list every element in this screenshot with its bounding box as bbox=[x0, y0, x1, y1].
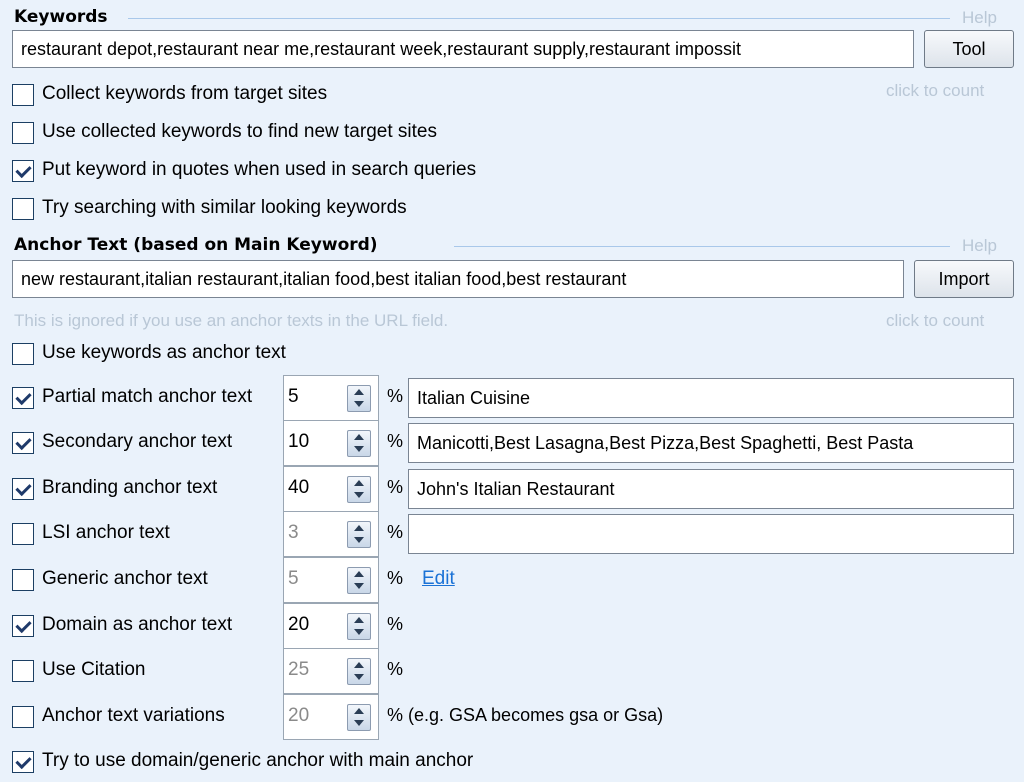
domain-as-anchor-text-label: Domain as anchor text bbox=[42, 614, 233, 635]
up-down-arrows-icon[interactable] bbox=[347, 567, 371, 594]
anchor-text-variations-percent-value: 20 bbox=[288, 705, 310, 726]
secondary-anchor-text-percent-value: 10 bbox=[288, 431, 310, 452]
up-down-arrows-icon[interactable] bbox=[347, 521, 371, 548]
keywords-divider bbox=[128, 18, 950, 19]
branding-anchor-text-text-input[interactable]: John's Italian Restaurant bbox=[408, 469, 1014, 509]
collect-keywords-from-target-sites-label: Collect keywords from target sites bbox=[42, 83, 328, 104]
domain-as-anchor-text-checkbox[interactable] bbox=[12, 615, 34, 637]
up-down-arrows-icon[interactable] bbox=[347, 430, 371, 457]
use-citation-percent-value: 25 bbox=[288, 659, 310, 680]
branding-anchor-text-label: Branding anchor text bbox=[42, 477, 218, 498]
up-down-arrows-icon[interactable] bbox=[347, 658, 371, 685]
domain-as-anchor-text-percent-value: 20 bbox=[288, 614, 310, 635]
branding-anchor-text-checkbox[interactable] bbox=[12, 478, 34, 500]
partial-match-anchor-text-label: Partial match anchor text bbox=[42, 386, 253, 407]
generic-anchor-text-percent-value: 5 bbox=[288, 568, 299, 589]
collect-keywords-from-target-sites-checkbox[interactable] bbox=[12, 84, 34, 106]
use-citation-percent-spinner[interactable] bbox=[283, 648, 379, 694]
generic-anchor-text-percent-sign: % bbox=[387, 568, 404, 588]
branding-anchor-text-percent-spinner[interactable] bbox=[283, 466, 379, 512]
anchor-note: This is ignored if you use an anchor texts in the URL field. bbox=[14, 311, 449, 330]
secondary-anchor-text-percent-sign: % bbox=[387, 431, 404, 451]
domain-generic-with-main-checkbox[interactable] bbox=[12, 751, 34, 773]
lsi-anchor-text-label: LSI anchor text bbox=[42, 522, 170, 543]
use-citation-percent-sign: % bbox=[387, 659, 404, 679]
partial-match-anchor-text-percent-sign: % bbox=[387, 386, 404, 406]
partial-match-anchor-text-text-input[interactable]: Italian Cuisine bbox=[408, 378, 1014, 418]
lsi-anchor-text-percent-sign: % bbox=[387, 522, 404, 542]
keywords-input[interactable]: restaurant depot,restaurant near me,restaurant week,restaurant supply,restaurant impossit bbox=[12, 30, 914, 68]
partial-match-anchor-text-percent-spinner[interactable] bbox=[283, 375, 379, 421]
anchor-text-variations-percent-sign: % (e.g. GSA becomes gsa or Gsa) bbox=[387, 705, 664, 725]
try-searching-with-similar-looking-keywords-label: Try searching with similar looking keywords bbox=[42, 197, 407, 218]
lsi-anchor-text-text-input[interactable] bbox=[408, 514, 1014, 554]
use-collected-keywords-to-find-new-target-sites-label: Use collected keywords to find new target sites bbox=[42, 121, 437, 142]
anchor-title: Anchor Text (based on Main Keyword) bbox=[14, 235, 378, 255]
branding-anchor-text-percent-sign: % bbox=[387, 477, 404, 497]
up-down-arrows-icon[interactable] bbox=[347, 385, 371, 412]
use-keywords-label: Use keywords as anchor text bbox=[42, 342, 286, 363]
partial-match-anchor-text-checkbox[interactable] bbox=[12, 387, 34, 409]
keywords-help-link[interactable]: Help bbox=[962, 8, 997, 27]
anchor-input[interactable]: new restaurant,italian restaurant,italian food,best italian food,best restaurant bbox=[12, 260, 904, 298]
put-keyword-in-quotes-when-used-in-search-queries-checkbox[interactable] bbox=[12, 160, 34, 182]
lsi-anchor-text-percent-spinner[interactable] bbox=[283, 511, 379, 557]
anchor-help-link[interactable]: Help bbox=[962, 236, 997, 255]
keywords-title: Keywords bbox=[14, 7, 108, 27]
up-down-arrows-icon[interactable] bbox=[347, 476, 371, 503]
try-searching-with-similar-looking-keywords-checkbox[interactable] bbox=[12, 198, 34, 220]
use-citation-checkbox[interactable] bbox=[12, 660, 34, 682]
anchor-text-variations-label: Anchor text variations bbox=[42, 705, 225, 726]
up-down-arrows-icon[interactable] bbox=[347, 704, 371, 731]
secondary-anchor-text-label: Secondary anchor text bbox=[42, 431, 233, 452]
use-collected-keywords-to-find-new-target-sites-checkbox[interactable] bbox=[12, 122, 34, 144]
partial-match-anchor-text-percent-value: 5 bbox=[288, 386, 299, 407]
use-keywords-checkbox[interactable] bbox=[12, 343, 34, 365]
generic-anchor-text-edit-link[interactable]: Edit bbox=[422, 568, 455, 589]
anchor-divider bbox=[454, 246, 950, 247]
secondary-anchor-text-percent-spinner[interactable] bbox=[283, 420, 379, 466]
generic-anchor-text-percent-spinner[interactable] bbox=[283, 557, 379, 603]
branding-anchor-text-percent-value: 40 bbox=[288, 477, 310, 498]
up-down-arrows-icon[interactable] bbox=[347, 613, 371, 640]
import-button[interactable]: Import bbox=[914, 260, 1014, 298]
put-keyword-in-quotes-when-used-in-search-queries-label: Put keyword in quotes when used in search queries bbox=[42, 159, 477, 180]
tool-button[interactable]: Tool bbox=[924, 30, 1014, 68]
domain-as-anchor-text-percent-spinner[interactable] bbox=[283, 603, 379, 649]
anchor-count-link[interactable]: click to count bbox=[886, 311, 985, 330]
lsi-anchor-text-checkbox[interactable] bbox=[12, 523, 34, 545]
use-citation-label: Use Citation bbox=[42, 659, 146, 680]
domain-generic-with-main-label: Try to use domain/generic anchor with main anchor bbox=[42, 750, 474, 771]
keywords-count-link[interactable]: click to count bbox=[886, 81, 985, 100]
anchor-text-variations-percent-spinner[interactable] bbox=[283, 694, 379, 740]
secondary-anchor-text-checkbox[interactable] bbox=[12, 432, 34, 454]
anchor-text-variations-checkbox[interactable] bbox=[12, 706, 34, 728]
secondary-anchor-text-text-input[interactable]: Manicotti,Best Lasagna,Best Pizza,Best Spaghetti, Best Pasta bbox=[408, 423, 1014, 463]
domain-as-anchor-text-percent-sign: % bbox=[387, 614, 404, 634]
generic-anchor-text-label: Generic anchor text bbox=[42, 568, 208, 589]
generic-anchor-text-checkbox[interactable] bbox=[12, 569, 34, 591]
lsi-anchor-text-percent-value: 3 bbox=[288, 522, 299, 543]
